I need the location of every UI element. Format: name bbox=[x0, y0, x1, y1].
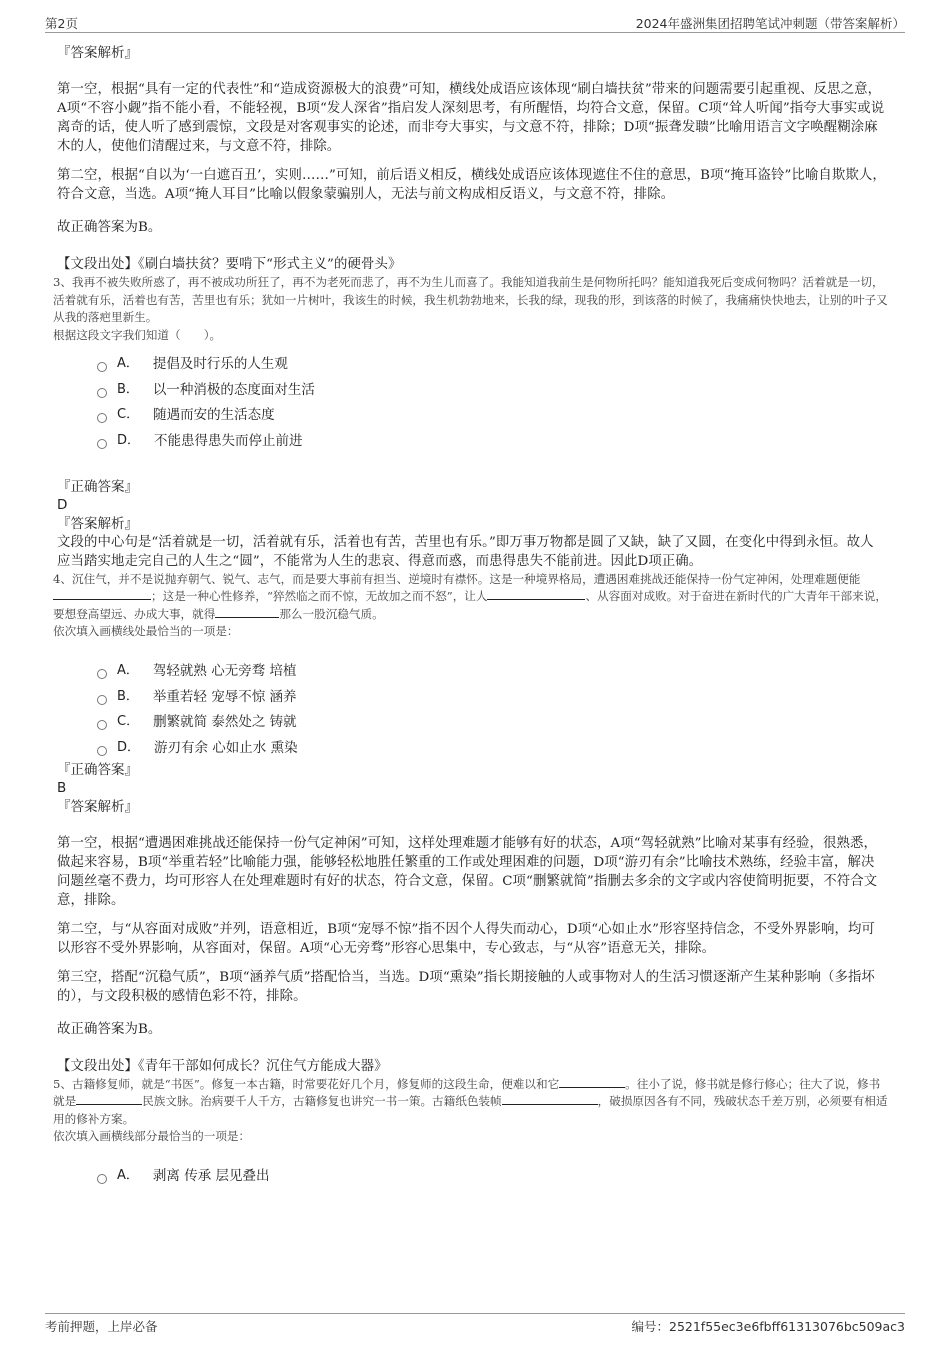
q2-analysis-para-1: 第一空，根据“具有一定的代表性”和“造成资源极大的浪费”可知，横线处成语应该体现“刷白墙扶贫”带来的问题需要引起重视、反思之意，A项“不容小觑”指不能小看，不能轻视，B项“发人深省”指启发人深刻思考，有所醒悟，均符合文意，保留。C项“耸人听闻”指夸大事实或说离奇的话，使人听了感到震惊，文段是对客观事实的论述，而非夸大事实，与文意不符，排除；D项“振聋发聩”比喻用语言文字唤醒糊涂麻木的人，使他们清醒过来，与文意不符，排除。 bbox=[57, 82, 885, 154]
analysis-label: 『答案解析』 bbox=[57, 45, 138, 61]
q3-options bbox=[97, 352, 887, 454]
q4-option-d[interactable] bbox=[97, 735, 887, 761]
correct-answer-label: 『正确答案』 bbox=[57, 761, 138, 778]
analysis-label: 『答案解析』 bbox=[57, 515, 138, 532]
q4-analysis-para-3: 第三空，搭配“沉稳气质”，B项“涵养气质”搭配恰当，当选。D项“熏染”指长期接触的人或事物对人的生活习惯逐渐产生某种影响（多指坏的），与文段积极的感情色彩不符，排除。 bbox=[57, 969, 875, 1004]
option-text: 以一种消极的态度面对生活 bbox=[152, 381, 315, 398]
q3-option-b[interactable] bbox=[97, 377, 887, 403]
option-key: B． bbox=[117, 688, 139, 704]
radio-icon[interactable] bbox=[97, 439, 107, 449]
q2-conclusion: 故正确答案为B。 bbox=[57, 220, 162, 235]
q2-analysis-para-2: 第二空，根据“自以为‘一白遮百丑’，实则……”可知，前后语义相反，横线处成语应该体现遮住不住的意思，B项“掩耳盗铃”比喻自欺欺人，符合文意，当选。A项“掩人耳目”比喻以假象蒙骗别人，无法与前文构成相反语义，与文意不符，排除。 bbox=[57, 168, 886, 202]
option-text: 驾轻就熟 心无旁骛 培植 bbox=[152, 663, 297, 680]
option-key: C． bbox=[117, 407, 140, 423]
option-key: A． bbox=[117, 663, 139, 679]
option-text: 随遇而安的生活态度 bbox=[153, 407, 275, 424]
option-text: 不能患得患失而停止前进 bbox=[154, 433, 303, 450]
q3-option-a[interactable] bbox=[97, 352, 887, 378]
q4-options bbox=[97, 658, 887, 760]
fill-blank bbox=[502, 1093, 598, 1105]
page-footer bbox=[45, 1313, 905, 1338]
analysis-label: 『答案解析』 bbox=[57, 798, 138, 815]
q4-stem: 4、沉住气，并不是说抛弃朝气、锐气、志气，而是要大事前有担当、逆境时有襟怀。这是一种境界格局，遭遇困难挑战还能保持一份气定神闲，处理难题便能；这是一种心性修养，“猝然临之而不惊，无故加之而不怒”，让人 、从容面对成败。对于奋进在新时代的广大青年干部来说，要想登高望远、办成大事，就得 那么一股沉稳气质。 bbox=[53, 571, 887, 621]
fill-blank bbox=[559, 1076, 625, 1088]
radio-icon[interactable] bbox=[97, 720, 107, 730]
option-text: 剥离 传承 层见叠出 bbox=[152, 1168, 270, 1185]
fill-blank bbox=[487, 588, 585, 600]
radio-icon[interactable] bbox=[97, 746, 107, 756]
option-key: C． bbox=[117, 714, 140, 730]
document-id: 编号：2521f55ec3e6fbff61313076bc509ac3 bbox=[631, 1319, 905, 1334]
radio-icon[interactable] bbox=[97, 388, 107, 398]
fill-blank bbox=[53, 588, 151, 600]
page-header bbox=[45, 12, 905, 33]
q3-option-c[interactable] bbox=[97, 403, 887, 429]
q4-analysis-para-2: 第二空，与“从容面对成败”并列，语意相近，B项“宠辱不惊”指不因个人得失而动心，D项“心如止水”形容坚持信念，不受外界影响，均可以形容不受外界影响，从容面对，保留。A项“心无旁骛”形容心思集中，专心致志，与“从容”语意无关，排除。 bbox=[57, 921, 875, 956]
correct-answer-label: 『正确答案』 bbox=[57, 478, 138, 495]
q3-option-d[interactable] bbox=[97, 428, 887, 454]
option-key: B． bbox=[117, 381, 139, 397]
q4-option-a[interactable] bbox=[97, 658, 887, 684]
q4-analysis-para-1: 第一空，根据“遭遇困难挑战还能保持一份气定神闲”可知，这样处理难题才能够有好的状态，A项“驾轻就熟”比喻对某事有经验，很熟悉，做起来容易，B项“举重若轻”比喻能力强，能够轻松地胜任繁重的工作或处理困难的问题，D项“游刃有余”比喻技术熟练，经验丰富，解决问题丝毫不费力，均可形容人在处理难题时有好的状态，符合文意，保留。C项“删繁就简”指删去多余的文字或内容使简明扼要，不符合文意，排除。 bbox=[57, 835, 878, 908]
option-text: 游刃有余 心如止水 熏染 bbox=[154, 739, 298, 756]
option-text: 提倡及时行乐的人生观 bbox=[152, 356, 288, 373]
q4-conclusion: 故正确答案为B。 bbox=[57, 1021, 162, 1037]
fill-blank bbox=[215, 606, 279, 618]
q4-option-b[interactable] bbox=[97, 684, 887, 710]
radio-icon[interactable] bbox=[97, 1174, 107, 1184]
q4-option-c[interactable] bbox=[97, 710, 887, 736]
option-key: A． bbox=[117, 356, 139, 372]
q3-stem: 3、我再不被失败所惑了，再不被成功所狂了，再不为老死而悲了，再不为生儿而喜了。我能知道我前生是何物所托吗？能知道我死后变成何物吗？活着就是一切，活着就有乐，活着也有苦，苦里也有乐；犹如一片树叶，我该生的时候，我生机勃勃地来，长我的绿，现我的形，到该落的时候了，我痛痛快快地去，让别的叶子又从我的落疤里新生。 bbox=[53, 275, 888, 324]
radio-icon[interactable] bbox=[97, 413, 107, 423]
q5-prompt: 依次填入画横线部分最恰当的一项是： bbox=[53, 1129, 251, 1144]
q5-options bbox=[97, 1163, 887, 1189]
option-text: 删繁就简 泰然处之 铸就 bbox=[153, 714, 297, 731]
radio-icon[interactable] bbox=[97, 669, 107, 679]
page-number: 第2页 bbox=[45, 16, 78, 31]
footer-slogan: 考前押题，上岸必备 bbox=[45, 1319, 158, 1334]
q5-stem: 5、古籍修复师，就是“书医”。修复一本古籍，时常要花好几个月，修复师的这段生命，便难以和它 。往小了说，修书就是修行修心；往大了说，修书就是 民族文脉。治病要千人千方，古籍修复也讲究一书一策。古籍纸色装帧 ，破损原因各有不同，残破状态千差万别，必须要有相适用的修补方案。 bbox=[53, 1076, 888, 1126]
q3-prompt: 根据这段文字我们知道（ ）。 bbox=[53, 327, 222, 342]
option-key: D． bbox=[117, 433, 141, 449]
radio-icon[interactable] bbox=[97, 362, 107, 372]
radio-icon[interactable] bbox=[97, 695, 107, 705]
document-title: 2024年盛洲集团招聘笔试冲刺题（带答案解析） bbox=[635, 16, 905, 31]
page-content bbox=[53, 44, 888, 1189]
q3-analysis: 文段的中心句是“活着就是一切，活着就有乐，活着也有苦，苦里也有乐。”即万事万物都是圆了又缺，缺了又圆，在变化中得到永恒。故人应当踏实地走完自己的人生之“圆”，不能常为人生的悲哀、得意而惑，而患得患失不能前进。因此D项正确。 bbox=[57, 534, 874, 569]
option-text: 举重若轻 宠辱不惊 涵养 bbox=[152, 688, 297, 705]
option-key: D． bbox=[117, 739, 141, 755]
fill-blank bbox=[76, 1093, 142, 1105]
q3-answer: D bbox=[57, 496, 68, 513]
q4-answer: B bbox=[57, 779, 67, 796]
option-key: A． bbox=[117, 1168, 139, 1184]
q4-prompt: 依次填入画横线处最恰当的一项是： bbox=[53, 624, 239, 639]
q5-option-a[interactable] bbox=[97, 1163, 887, 1189]
q2-source: 【文段出处】《刷白墙扶贫？要啃下“形式主义”的硬骨头》 bbox=[57, 257, 402, 272]
q4-source: 【文段出处】《青年干部如何成长？沉住气方能成大器》 bbox=[57, 1058, 388, 1074]
